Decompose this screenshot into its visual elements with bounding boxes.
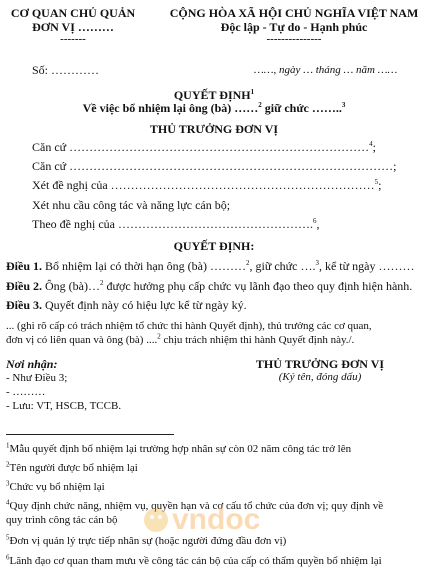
footnote-ref: 2 [245,259,250,267]
closing-line-2b: chịu trách nhiệm thi hành Quyết định này./. [160,334,355,346]
article-label: Điều 3. [6,298,42,312]
national-divider-text: --------------- [266,33,322,45]
footnote-text: Quy định chức năng, nhiệm vụ, quyền hạn và cơ cấu tổ chức của đơn vị; quy định về [9,500,384,512]
footnote-item [6,514,118,526]
subject-part-b: giữ chức …….. [261,101,342,115]
national-divider [160,33,428,45]
national-title [160,6,428,21]
article-text: , kể từ ngày ……… [318,259,415,273]
decision-title-text: QUYẾT ĐỊNH [173,88,251,102]
footnote-item [6,555,382,567]
agency-divider-text: ------- [60,33,86,45]
footnote-number: 2 [6,460,10,469]
preamble-tail: ; [378,178,382,192]
footnote-ref: 6 [312,217,317,225]
preamble-text: Xét đề nghị của ………………………………………………………… [32,178,375,192]
footnote-separator [6,434,174,435]
article-2 [6,279,412,294]
footnote-ref: 3 [315,259,319,267]
closing-line-1: ... (ghi rõ cấp có trách nhiệm tổ chức thi hành Quyết định), thủ trưởng các cơ quan, [6,320,372,332]
national-title-text: CỘNG HÒA XÃ HỘI CHỦ NGHĨA VIỆT NAM [169,6,419,20]
agency-parent-text: CƠ QUAN CHỦ QUẢN [10,6,136,20]
footnote-number: 1 [6,441,10,450]
authority-heading: THỦ TRƯỞNG ĐƠN VỊ [149,122,279,136]
footnote-ref: 2 [99,279,104,287]
closing-line-2 [6,334,354,346]
preamble-line [32,217,319,232]
footnote-text: Chức vụ bổ nhiệm lại [9,481,105,493]
footnote-number: 4 [6,498,10,507]
watermark-text: vndoc [172,503,261,536]
article-text: được hưởng phụ cấp chức vụ lãnh đạo theo quy định hiện hành. [103,279,413,293]
article-text: Bổ nhiệm lại có thời hạn ông (bà) ……… [42,259,246,273]
preamble-text: Căn cứ ………………………………………………………………………; [32,159,397,173]
footnote-ref: 4 [369,140,373,148]
subject-part-a: Về việc bổ nhiệm lại ông (bà) …… [82,101,259,115]
footnote-item [6,462,138,474]
agency-unit-text: ĐƠN VỊ ……… [32,20,114,34]
footnote-text: Đơn vị quản lý trực tiếp nhân sự (hoặc người đứng đầu đơn vị) [9,535,287,547]
preamble-line [32,198,230,213]
decision-subject [0,101,428,116]
recipients-heading: Nơi nhận: [6,357,58,371]
footnote-ref: 5 [374,178,379,186]
footnote-item [6,481,105,493]
preamble-text: Xét nhu cầu công tác và năng lực cán bộ; [32,198,231,212]
preamble-line [32,178,381,193]
recipient-item: - Như Điều 3; [6,372,68,384]
recipient-item: - ……… [6,386,46,398]
footnote-text: Lãnh đạo cơ quan tham mưu về công tác cán bộ của cấp có thẩm quyền bổ nhiệm lại [9,555,382,567]
footnote-item [6,535,286,547]
article-text: , giữ chức …. [249,259,316,273]
footnote-item [6,500,383,512]
footnote-ref: 2 [258,101,262,109]
decision-heading: QUYẾT ĐỊNH: [173,239,255,253]
footnote-item [6,443,351,455]
preamble-line [32,140,376,155]
footnote-text: quy trình công tác cán bộ [6,514,118,526]
article-label: Điều 2. [6,279,42,293]
article-1 [6,259,414,274]
article-text: Quyết định này có hiệu lực kể từ ngày ký. [42,298,247,312]
article-3 [6,298,247,313]
signature-note: (Ký tên, đóng dấu) [278,371,362,383]
footnote-number: 3 [6,479,10,488]
preamble-tail: , [316,217,320,231]
signature-title: THỦ TRƯỞNG ĐƠN VỊ [255,357,385,371]
footnote-ref: 3 [341,101,346,109]
recipient-item: - Lưu: VT, HSCB, TCCB. [6,400,122,412]
article-text: Ông (bà)… [42,279,100,293]
document-date: ……, ngày … tháng … năm …… [254,64,398,76]
article-label: Điều 1. [6,259,42,273]
footnote-ref: 2 [157,332,161,341]
closing-line-2a: đơn vị có liên quan và ông (bà) .... [6,334,158,346]
preamble-line [32,159,397,174]
footnote-ref: 1 [250,88,255,96]
footnote-text: Tên người được bổ nhiệm lại [9,462,138,474]
preamble-text: Theo đề nghị của …………………………………………. [32,217,313,231]
agency-parent [2,6,144,21]
preamble-tail: ; [372,140,377,154]
footnote-text: Mẫu quyết định bổ nhiệm lại trường hợp nhân sự còn 02 năm công tác trở lên [9,443,352,455]
preamble-text: Căn cứ ………………………………………………………………… [32,140,370,154]
document-number: Số: ………… [32,63,100,77]
agency-divider [2,33,144,45]
national-motto-text: Độc lập - Tự do - Hạnh phúc [220,20,368,34]
footnote-number: 6 [6,553,10,562]
footnote-number: 5 [6,533,10,542]
